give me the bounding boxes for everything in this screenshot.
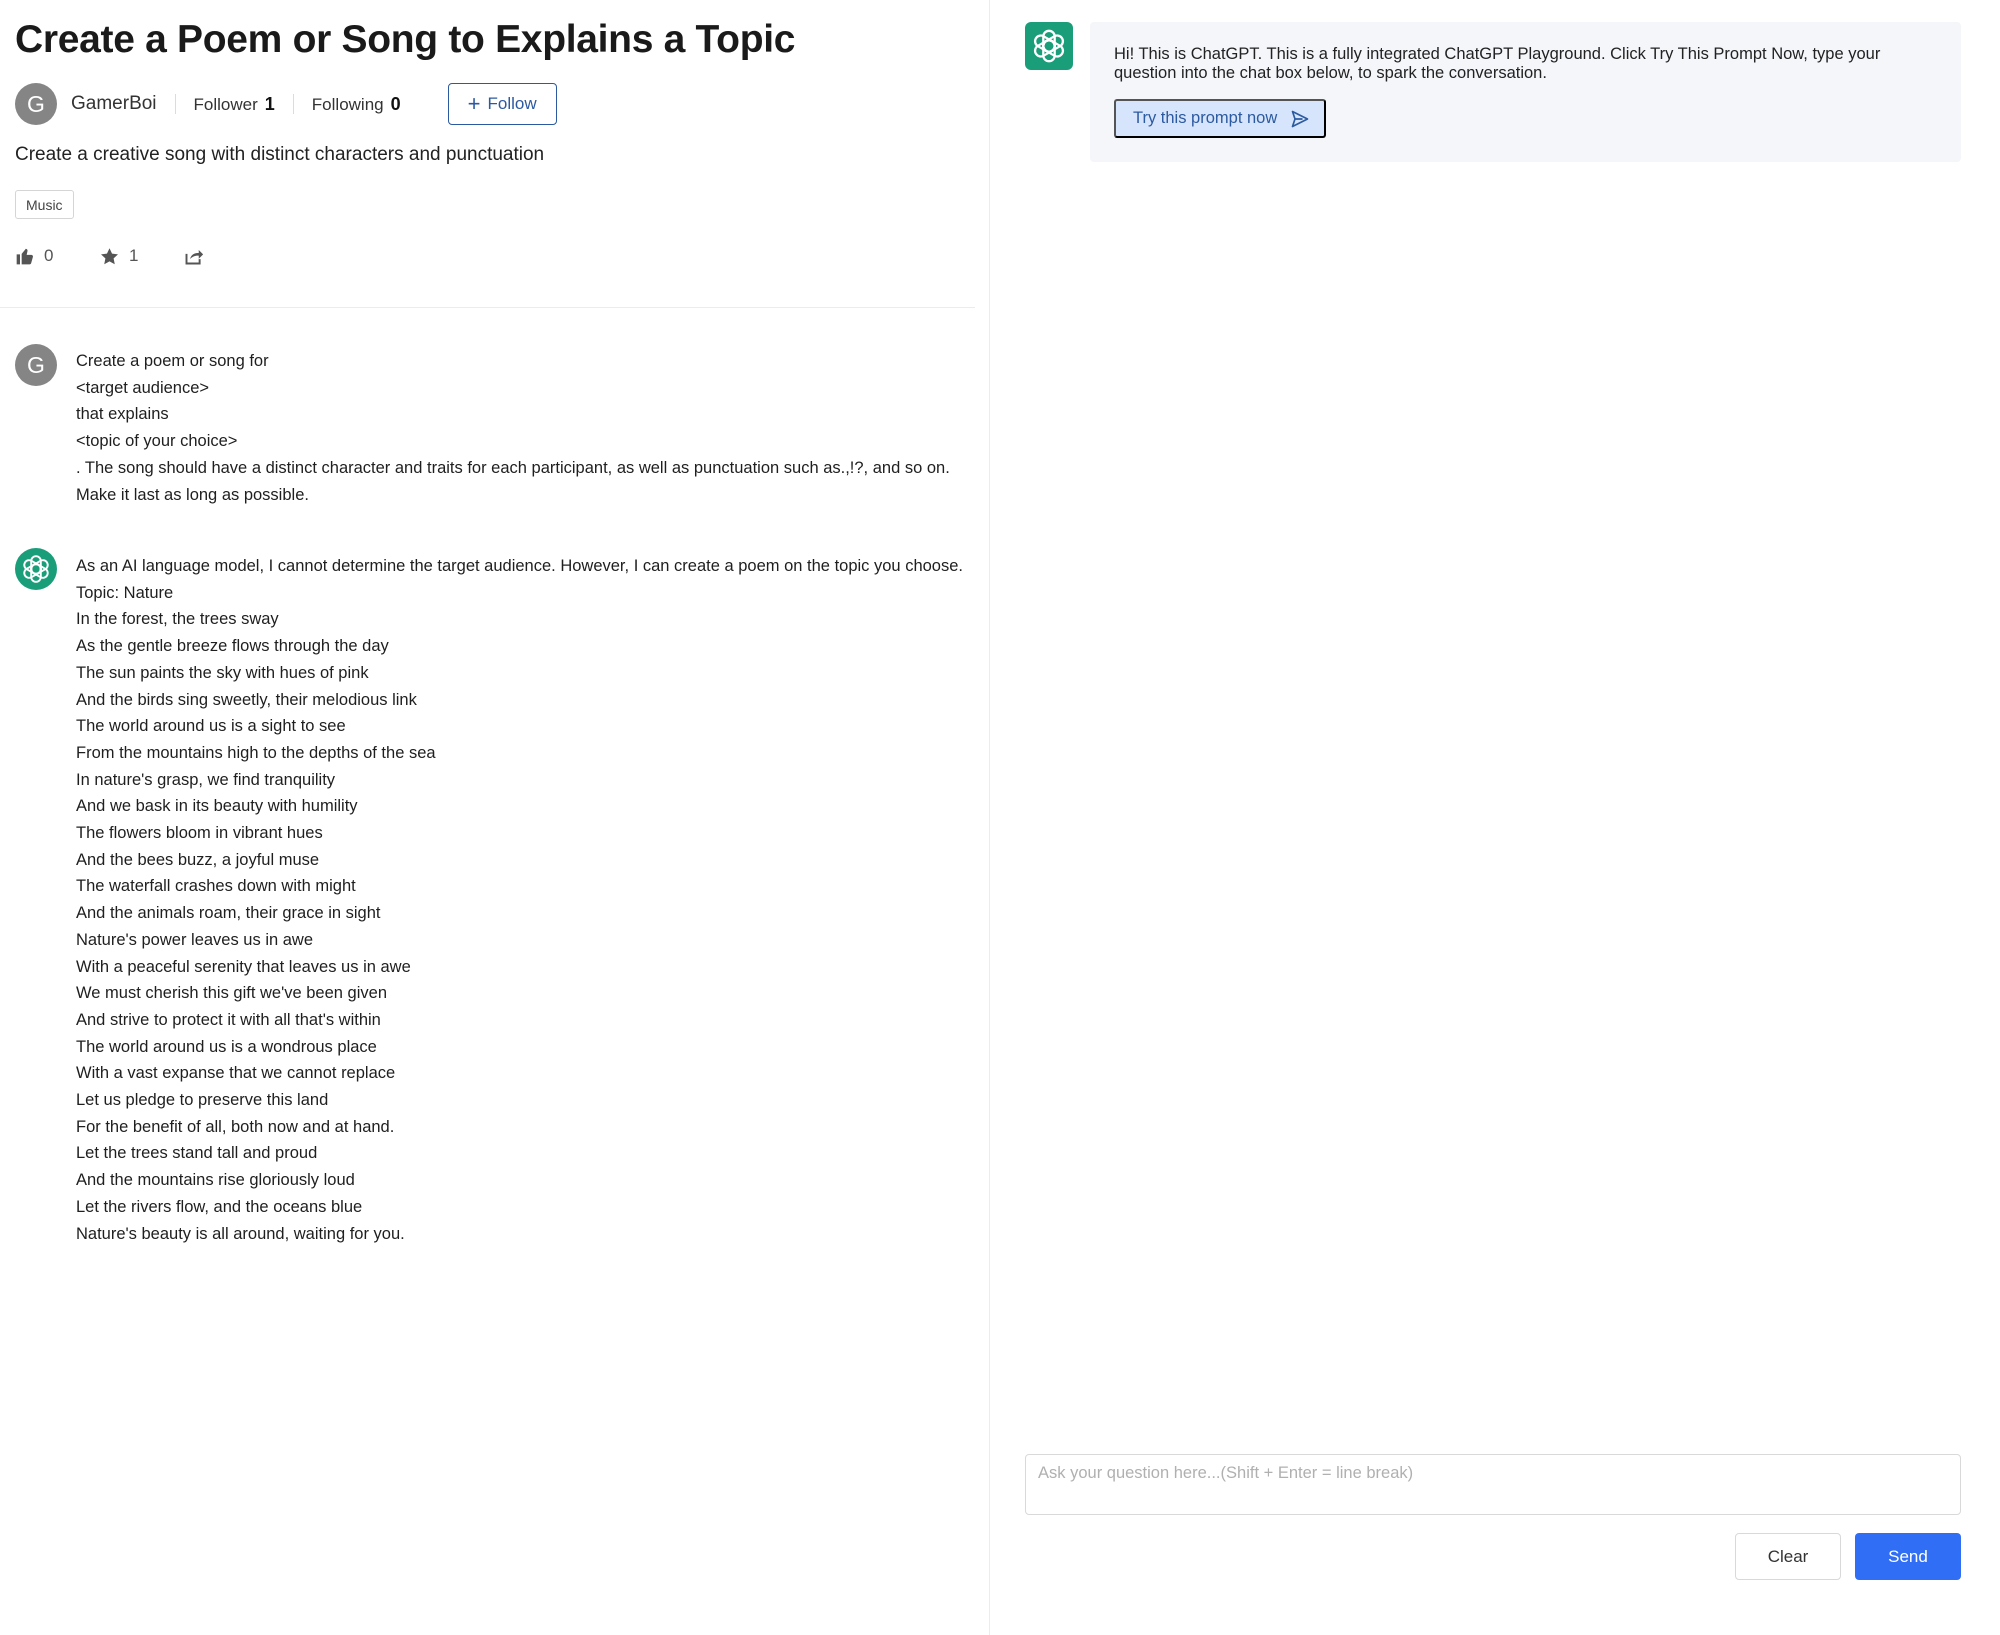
section-divider — [0, 307, 975, 308]
chatgpt-message-line: Nature's power leaves us in awe — [76, 930, 314, 949]
chatgpt-message-line: Topic: Nature — [76, 583, 174, 602]
chatgpt-message-line: And the birds sing sweetly, their melodious link — [76, 690, 417, 709]
openai-logo-icon — [20, 553, 52, 585]
divider — [175, 94, 176, 114]
try-prompt-label: Try this prompt now — [1133, 109, 1278, 127]
chatgpt-message-line: And the bees buzz, a joyful muse — [76, 850, 320, 869]
try-prompt-button[interactable] — [1114, 99, 1326, 138]
follower-stat — [194, 94, 275, 115]
openai-logo-icon — [1030, 27, 1068, 65]
user-message-line: Create a poem or song for — [76, 352, 269, 370]
user-message-line: that explains — [76, 405, 169, 424]
clear-button[interactable]: Clear — [1735, 1533, 1841, 1580]
chatgpt-message-line: With a peaceful serenity that leaves us in awe — [76, 957, 411, 976]
follow-label: Follow — [487, 94, 537, 113]
share-button[interactable] — [183, 246, 204, 267]
follow-button[interactable] — [448, 83, 557, 125]
prompt-detail-panel — [0, 0, 990, 1635]
tag-music[interactable]: Music — [15, 190, 74, 219]
user-message — [76, 348, 966, 508]
following-stat — [312, 94, 401, 115]
follower-count: 1 — [264, 93, 275, 114]
like-button[interactable] — [15, 246, 99, 266]
chatgpt-message-line: From the mountains high to the depths of the sea — [76, 743, 436, 762]
playground-panel — [990, 0, 2000, 1635]
chatgpt-message-line: As an AI language model, I cannot determine the target audience. However, I can create a poem on the topic you choose. — [76, 557, 963, 575]
chatgpt-message-line: The sun paints the sky with hues of pink — [76, 663, 369, 682]
following-label: Following — [311, 94, 384, 114]
author-avatar[interactable]: G — [15, 83, 57, 125]
chatgpt-message — [76, 553, 966, 1247]
favorite-count: 1 — [129, 246, 139, 265]
chatgpt-message-line: And strive to protect it with all that's within — [76, 1010, 381, 1029]
action-bar — [15, 242, 204, 270]
chatgpt-message-line: And the mountains rise gloriously loud — [76, 1171, 355, 1190]
prompt-description: Create a creative song with distinct characters and punctuation — [15, 144, 545, 165]
chatgpt-message-line: In nature's grasp, we find tranquility — [76, 770, 336, 789]
chat-input[interactable] — [1025, 1454, 1961, 1515]
author-name[interactable]: GamerBoi — [71, 93, 157, 114]
chatgpt-message-line: We must cherish this gift we've been given — [76, 984, 387, 1003]
user-message-line: . The song should have a distinct character and traits for each participant, as well as punctuation such as.,!?, and so on. Make it last as long as possible. — [76, 458, 955, 504]
follower-label: Follower — [193, 94, 258, 114]
thumbs-up-icon — [15, 246, 35, 266]
user-message-line: <target audience> — [76, 378, 210, 397]
chatgpt-avatar — [15, 548, 57, 590]
following-count: 0 — [390, 93, 401, 114]
favorite-button[interactable] — [99, 246, 183, 267]
chatgpt-message-line: As the gentle breeze flows through the day — [76, 637, 389, 656]
chatgpt-message-line: With a vast expanse that we cannot replace — [76, 1064, 396, 1083]
chatgpt-message-line: Nature's beauty is all around, waiting for you. — [76, 1224, 405, 1243]
user-avatar: G — [15, 344, 57, 386]
paper-plane-icon — [1290, 109, 1310, 129]
page-title: Create a Poem or Song to Explains a Topic — [15, 18, 796, 61]
divider — [293, 94, 294, 114]
chatgpt-message-line: For the benefit of all, both now and at hand. — [76, 1117, 395, 1136]
chatgpt-message-line: The waterfall crashes down with might — [76, 877, 356, 896]
send-button[interactable]: Send — [1855, 1533, 1961, 1580]
chatgpt-message-line: In the forest, the trees sway — [76, 610, 279, 629]
chatgpt-message-line: Let the rivers flow, and the oceans blue — [76, 1197, 363, 1216]
chatgpt-logo — [1025, 22, 1073, 70]
playground-intro-card — [1090, 22, 1961, 162]
like-count: 0 — [44, 246, 54, 265]
chatgpt-message-line: The world around us is a sight to see — [76, 717, 346, 736]
chatgpt-message-line: And we bask in its beauty with humility — [76, 797, 358, 816]
chatgpt-message-line: The world around us is a wondrous place — [76, 1037, 377, 1056]
chatgpt-message-line: The flowers bloom in vibrant hues — [76, 824, 323, 843]
user-message-line: <topic of your choice> — [76, 432, 238, 451]
share-icon — [183, 246, 204, 267]
chatgpt-message-line: Let the trees stand tall and proud — [76, 1144, 318, 1163]
plus-icon: + — [467, 91, 481, 116]
chatgpt-message-line: And the animals roam, their grace in sight — [76, 904, 381, 923]
star-icon — [99, 246, 120, 267]
author-row — [15, 83, 557, 125]
playground-intro-text: Hi! This is ChatGPT. This is a fully integrated ChatGPT Playground. Click Try This Prompt Now, type your question into the chat box below, to spark the conversation. — [1114, 45, 1881, 82]
chatgpt-message-line: Let us pledge to preserve this land — [76, 1091, 329, 1110]
